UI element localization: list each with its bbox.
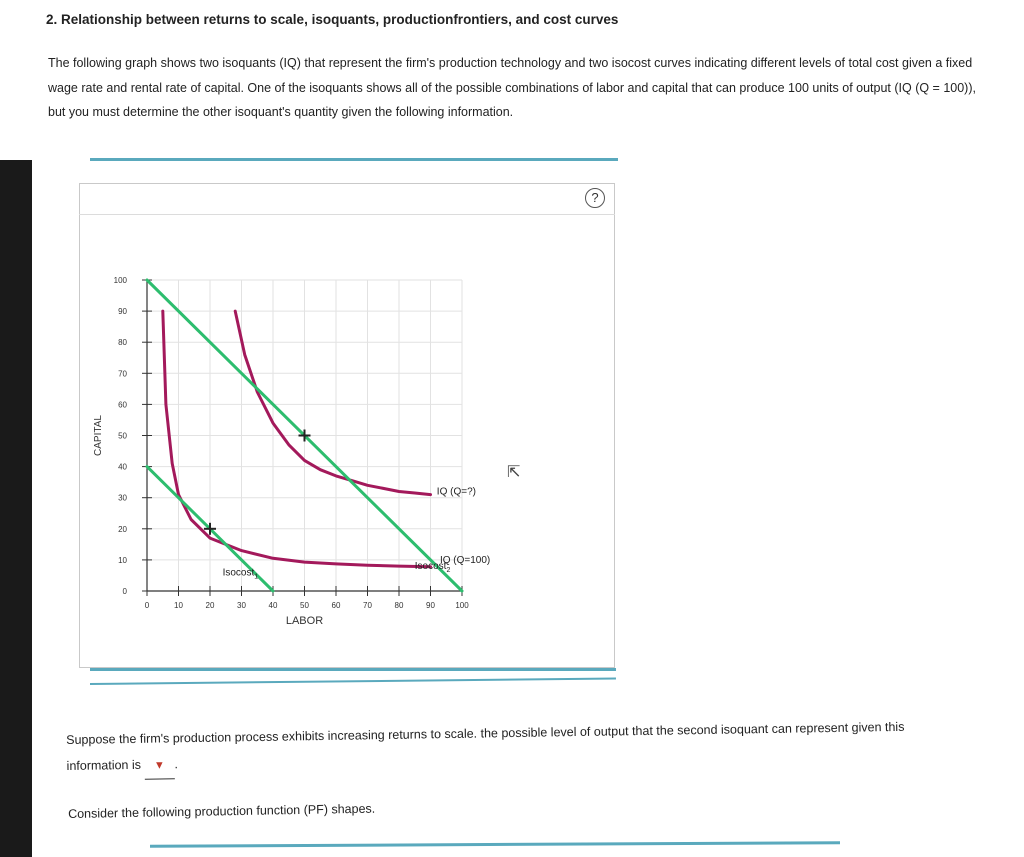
x-tick-label: 50	[300, 601, 309, 610]
bottom-divider	[90, 668, 616, 671]
y-tick-label: 50	[118, 431, 127, 441]
y-tick-label: 100	[113, 276, 127, 285]
x-tick-label: 100	[455, 601, 469, 610]
curve-label-subscript: 2	[446, 567, 451, 575]
question-title: 2. Relationship between returns to scale, isoquants, productionfrontiers, and cost curves	[46, 12, 619, 27]
y-tick-label: 90	[118, 307, 127, 317]
y-tick-label: 30	[118, 493, 127, 503]
y-tick-label: 70	[118, 369, 127, 379]
x-tick-label: 10	[174, 601, 183, 610]
y-tick-label: 10	[118, 555, 127, 565]
x-axis-label: LABOR	[285, 615, 324, 627]
y-tick-label: 40	[118, 462, 127, 472]
y-tick-label: 80	[118, 338, 127, 348]
curve-label-subscript: 1	[254, 573, 259, 581]
pf-prompt: Consider the following production function (PF) shapes.	[68, 801, 376, 821]
x-tick-label: 40	[268, 601, 278, 610]
axes	[142, 280, 462, 596]
x-tick-label: 90	[426, 601, 435, 610]
x-tick-label: 80	[394, 601, 404, 610]
curve-label: Isocost$_2$	[414, 561, 451, 575]
x-tick-label: 0	[144, 601, 150, 610]
y-tick-label: 60	[118, 400, 127, 410]
chevron-down-icon: ▼	[153, 759, 165, 772]
y-tick-label: 0	[122, 587, 127, 596]
question-intro: The following graph shows two isoquants (IQ) that represent the firm's production technology and two isocost curves indicating different levels of total cost given a fixed wage rate and rental rate of capital. One of the isoquants shows all of the possible combinations of labor and capital that can produce 100 units of output (IQ (Q = 100)), but you must determine the other isoquant's quantity given the following information.	[48, 56, 976, 119]
x-tick-label: 30	[237, 601, 246, 610]
x-tick-label: 70	[363, 601, 372, 610]
answer-dropdown[interactable]	[144, 752, 174, 779]
x-tick-label: 60	[331, 601, 341, 610]
curve-label: Isocost$_1$	[222, 567, 259, 581]
prompt-before-text: Suppose the firm's production process exhibits increasing returns to scale. the possible level of output that the second isoquant can represent given this information is	[66, 719, 905, 773]
prompt-after-text: .	[174, 757, 179, 772]
mouse-pointer-icon: ⇱	[507, 464, 521, 481]
points	[204, 430, 311, 535]
y-tick-label: 20	[118, 524, 127, 534]
curve-label: IQ (Q=?)	[436, 486, 476, 498]
curve-label: IQ (Q=100)	[439, 555, 491, 567]
y-axis-label: CAPITAL	[93, 415, 104, 456]
x-tick-label: 20	[205, 601, 215, 610]
help-button[interactable]: ?	[585, 188, 605, 208]
